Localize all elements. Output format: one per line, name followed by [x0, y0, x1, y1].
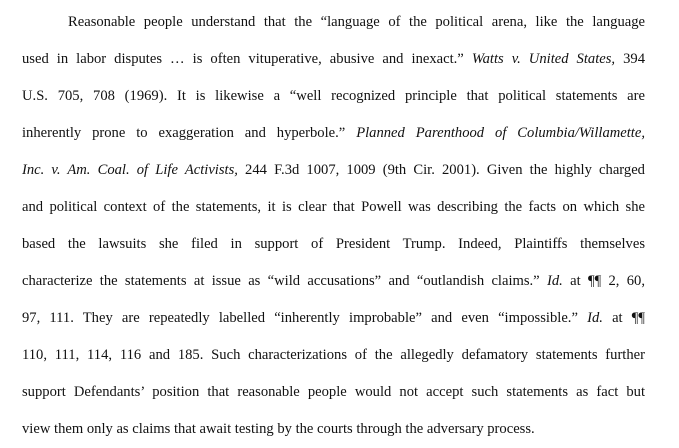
- text-run: and political context of the statements, it is clear that Powell was describing the facts on which she: [22, 199, 645, 215]
- text-run: inherently prone to exaggeration and hyperbole.”: [22, 125, 357, 141]
- text-line-12: [22, 420, 645, 438]
- text-line-9: [22, 309, 645, 327]
- text-run: characterize the statements at issue as “wild accusations” and “outlandish claims.”: [22, 273, 547, 289]
- text-line-4: [22, 124, 645, 142]
- text-run: 244 F.3d 1007, 1009 (9th Cir. 2001). Given the highly charged: [237, 162, 645, 178]
- text-run: Reasonable people understand that the “language of the political arena, like the language: [68, 14, 645, 30]
- text-line-6: [22, 198, 645, 216]
- text-run: at ¶¶: [602, 310, 645, 326]
- text-run: 97, 111. They are repeatedly labelled “inherently improbable” and even “impossible.”: [22, 310, 588, 326]
- text-line-1: [68, 13, 645, 31]
- text-run: support Defendants’ position that reasonable people would not accept such statements as fact but: [22, 384, 645, 400]
- text-line-7: [22, 235, 645, 253]
- text-line-8: [22, 272, 645, 290]
- case-citation: Inc. v. Am. Coal. of Life Activists,: [22, 162, 238, 178]
- text-run: 394: [615, 51, 645, 67]
- text-line-10: [22, 346, 645, 364]
- text-line-11: [22, 383, 645, 401]
- text-run: U.S. 705, 708 (1969). It is likewise a “well recognized principle that political statements are: [22, 88, 645, 104]
- text-line-5: [22, 161, 645, 179]
- case-citation: Watts v. United States,: [471, 51, 616, 67]
- text-run: used in labor disputes … is often vituperative, abusive and inexact.”: [22, 51, 472, 67]
- case-citation: Planned Parenthood of Columbia/Willamette,: [356, 125, 645, 141]
- text-run: based the lawsuits she filed in support of President Trump. Indeed, Plaintiffs themselves: [22, 236, 645, 252]
- text-run: at ¶¶ 2, 60,: [562, 273, 645, 289]
- text-run: 110, 111, 114, 116 and 185. Such characterizations of the allegedly defamatory statements further: [22, 347, 645, 363]
- text-line-2: [22, 50, 645, 68]
- text-run: view them only as claims that await testing by the courts through the adversary process.: [22, 421, 535, 437]
- id-citation: Id.: [546, 273, 563, 289]
- id-citation: Id.: [587, 310, 603, 326]
- text-line-3: [22, 87, 645, 105]
